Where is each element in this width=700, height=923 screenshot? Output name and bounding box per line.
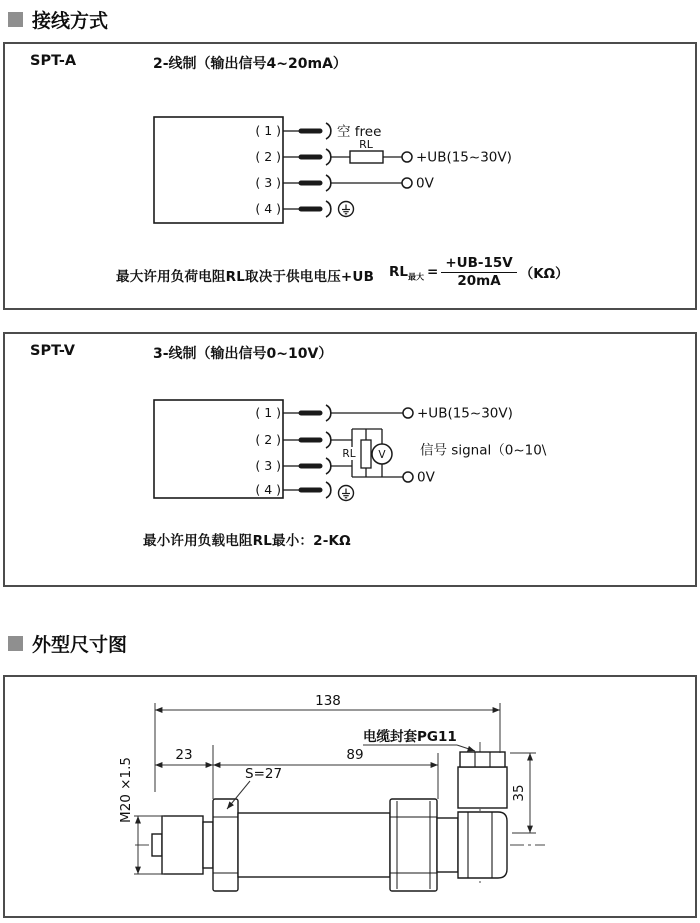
zero-volt-terminal-circle (403, 472, 413, 482)
load-resistor (361, 440, 371, 468)
spt-v-wiring-diagram (140, 390, 600, 520)
spt-v-subtitle: 3-线制（输出信号0~10V） (153, 346, 333, 362)
resistor-label: RL (342, 448, 356, 460)
formula-fraction (441, 256, 516, 289)
earth-ground-icon (339, 202, 354, 217)
terminal-1-label: ( 1 ) (255, 405, 281, 420)
wiring-section-header (8, 6, 108, 33)
formula-numerator: +UB-15V (441, 256, 516, 273)
formula-lhs (389, 264, 424, 282)
terminal-1-label: ( 1 ) (255, 123, 281, 138)
formula-unit: （KΩ） (519, 266, 569, 283)
electrical-plug (458, 812, 507, 878)
formula-lhs-symbol: RL (389, 263, 408, 280)
transmitter-outline (152, 752, 507, 891)
connector-arc-3 (326, 175, 331, 191)
earth-ground-icon (339, 486, 354, 501)
hex-nut (213, 799, 238, 891)
formula-denominator: 20mA (457, 272, 501, 289)
supply-label: +UB(15~30V) (416, 149, 512, 166)
threaded-port (162, 816, 203, 874)
connector-arc-4 (326, 201, 331, 217)
gland-leader-line (457, 745, 475, 751)
dim-thread-size: M20 ×1.5 (118, 757, 134, 823)
wiring-section-title: 接线方式 (32, 10, 109, 32)
load-resistor (350, 151, 383, 163)
cable-gland-body (458, 767, 507, 808)
connector-arc-1 (326, 405, 331, 421)
section-bullet-square (8, 12, 23, 27)
spt-v-note: 最小许用负载电阻RL最小：2-KΩ (143, 533, 351, 549)
voltmeter-label: V (378, 449, 386, 461)
zero-volt-terminal-circle (402, 178, 412, 188)
terminal-2-label: ( 2 ) (255, 432, 281, 447)
main-cylinder-body (238, 813, 390, 877)
pressure-nipple (152, 834, 162, 856)
connector-neck (437, 818, 458, 872)
formula-equals: = (427, 264, 439, 281)
cable-gland-label: 电缆封套PG11 (363, 729, 457, 745)
terminal-4-label: ( 4 ) (255, 201, 281, 216)
dim-hex-size: S=27 (245, 766, 283, 782)
terminal-3-label: ( 3 ) (255, 175, 281, 190)
free-wire-label: 空 free (337, 124, 382, 140)
outline-dimension-drawing (100, 680, 600, 912)
signal-label: 信号 signal（0~10\ (420, 442, 547, 459)
supply-terminal-circle (403, 408, 413, 418)
spt-a-model: SPT-A (30, 53, 77, 69)
dimensions-section-header (8, 630, 127, 657)
spt-v-model: SPT-V (30, 343, 76, 359)
supply-terminal-circle (402, 152, 412, 162)
zero-volt-label: 0V (416, 175, 434, 192)
resistor-label: RL (359, 138, 373, 151)
port-collar (203, 822, 213, 868)
connector-arc-2 (326, 432, 331, 448)
connector-arc-2 (326, 149, 331, 165)
formula-lhs-subscript: 最大 (408, 272, 424, 282)
terminal-4-label: ( 4 ) (255, 482, 281, 497)
cable-gland-hex-cap (460, 752, 505, 767)
supply-label: +UB(15~30V) (417, 405, 513, 422)
connector-arc-4 (326, 482, 331, 498)
zero-volt-label: 0V (417, 469, 435, 486)
spt-a-subtitle: 2-线制（输出信号4~20mA） (153, 56, 347, 72)
dimensions-section-title: 外型尺寸图 (32, 634, 128, 656)
section-bullet-square (8, 636, 23, 651)
load-resistance-formula (389, 256, 569, 289)
dim-total-length: 138 (315, 693, 341, 709)
terminal-2-label: ( 2 ) (255, 149, 281, 164)
dim-body-length: 89 (346, 747, 364, 763)
spt-a-wiring-diagram (140, 100, 560, 240)
dim-height: 35 (511, 784, 527, 802)
connector-arc-3 (326, 458, 331, 474)
dim-port-length: 23 (175, 747, 193, 763)
spt-a-note: 最大许用负荷电阻RL取决于供电电压+UB (116, 269, 375, 285)
connector-arc-1 (326, 123, 331, 139)
terminal-3-label: ( 3 ) (255, 458, 281, 473)
